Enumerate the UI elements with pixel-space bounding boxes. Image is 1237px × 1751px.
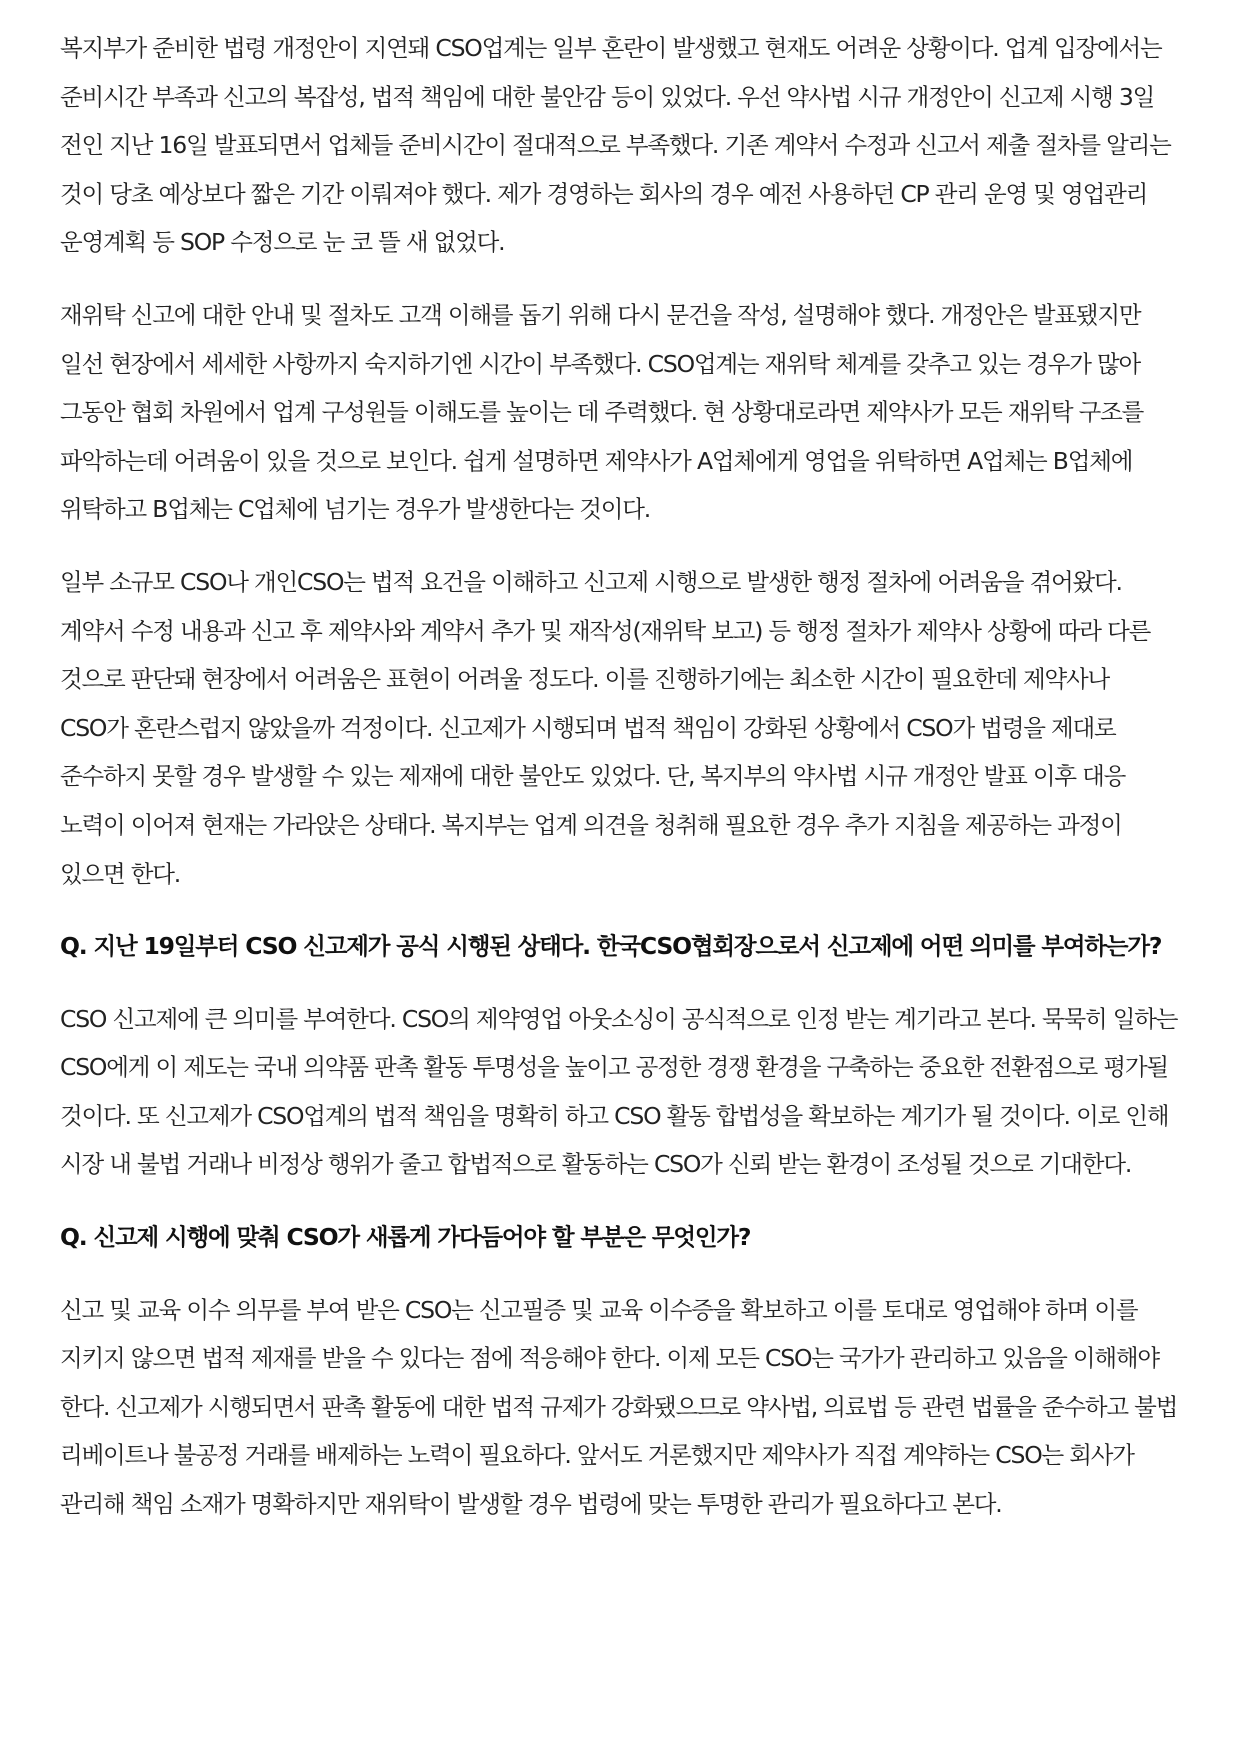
paragraph-delay-confusion: 복지부가 준비한 법령 개정안이 지연돼 CSO업계는 일부 혼란이 발생했고 현재도 어려운 상황이다. 업계 입장에서는 준비시간 부족과 신고의 복잡성, 법적 책임에 대한 불안감 등이 있었다. 우선 약사법 시규 개정안이 신고제 시행 3일 전인 지난 16일 발표되면서 업체들 준비시간이 절대적으로 부족했다. 기존 계약서 수정과 신고서 제출 절차를 알리는 것이 당초 예상보다 짧은 기간 이뤄져야 했다. 제가 경영하는 회사의 경우 예전 사용하던 CP 관리 운영 및 영업관리 운영계획 등 SOP 수정으로 눈 코 뜰 새 없었다. (60, 34, 1171, 257)
answer-what-cso-must-prepare: 신고 및 교육 이수 의무를 부여 받은 CSO는 신고필증 및 교육 이수증을 확보하고 이를 토대로 영업해야 하며 이를 지키지 않으면 법적 제재를 받을 수 있다는 점에 적응해야 한다. 이제 모든 CSO는 국가가 관리하고 있음을 이해해야 한다. 신고제가 시행되면서 판촉 활동에 대한 법적 규제가 강화됐으므로 약사법, 의료법 등 관련 법률을 준수하고 불법 리베이트나 불공정 거래를 배제하는 노력이 필요하다. 앞서도 거론했지만 제약사가 직접 계약하는 CSO는 회사가 관리해 책임 소재가 명확하지만 재위탁이 발생할 경우 법령에 맞는 투명한 관리가 필요하다고 본다. (60, 1295, 1178, 1519)
paragraph-reconsignment-guidance: 재위탁 신고에 대한 안내 및 절차도 고객 이해를 돕기 위해 다시 문건을 작성, 설명해야 했다. 개정안은 발표됐지만 일선 현장에서 세세한 사항까지 숙지하기엔 시간이 부족했다. CSO업계는 재위탁 체계를 갖추고 있는 경우가 많아 그동안 협회 차원에서 업계 구성원들 이해도를 높이는 데 주력했다. 현 상황대로라면 제약사가 모든 재위탁 구조를 파악하는데 어려움이 있을 것으로 보인다. 쉽게 설명하면 제약사가 A업체에게 영업을 위탁하면 A업체는 B업체에 위탁하고 B업체는 C업체에 넘기는 경우가 발생한다는 것이다. (60, 300, 1144, 524)
article-body (60, 24, 1182, 1553)
question-what-cso-must-prepare: Q. 신고제 시행에 맞춰 CSO가 새롭게 가다듬어야 할 부분은 무엇인가? (60, 1223, 751, 1252)
question-meaning-of-reporting-system: Q. 지난 19일부터 CSO 신고제가 공식 시행된 상태다. 한국CSO협회장으로서 신고제에 어떤 의미를 부여하는가? (60, 932, 1162, 961)
paragraph-small-cso-difficulties: 일부 소규모 CSO나 개인CSO는 법적 요건을 이해하고 신고제 시행으로 발생한 행정 절차에 어려움을 겪어왔다. 계약서 수정 내용과 신고 후 제약사와 계약서 추가 및 재작성(재위탁 보고) 등 행정 절차가 제약사 상황에 따라 다른 것으로 판단돼 현장에서 어려움은 표현이 어려울 정도다. 이를 진행하기에는 최소한 시간이 필요한데 제약사나 CSO가 혼란스럽지 않았을까 걱정이다. 신고제가 시행되며 법적 책임이 강화된 상황에서 CSO가 법령을 제대로 준수하지 못할 경우 발생할 수 있는 제재에 대한 불안도 있었다. 단, 복지부의 약사법 시규 개정안 발표 이후 대응 노력이 이어져 현재는 가라앉은 상태다. 복지부는 업계 의견을 청취해 필요한 경우 추가 지침을 제공하는 과정이 있으면 한다. (60, 567, 1151, 888)
answer-meaning-of-reporting-system: CSO 신고제에 큰 의미를 부여한다. CSO의 제약영업 아웃소싱이 공식적으로 인정 받는 계기라고 본다. 묵묵히 일하는 CSO에게 이 제도는 국내 의약품 판촉 활동 투명성을 높이고 공정한 경쟁 환경을 구축하는 중요한 전환점으로 평가될 것이다. 또 신고제가 CSO업계의 법적 책임을 명확히 하고 CSO 활동 합법성을 확보하는 계기가 될 것이다. 이로 인해 시장 내 불법 거래나 비정상 행위가 줄고 합법적으로 활동하는 CSO가 신뢰 받는 환경이 조성될 것으로 기대한다. (60, 1004, 1178, 1179)
